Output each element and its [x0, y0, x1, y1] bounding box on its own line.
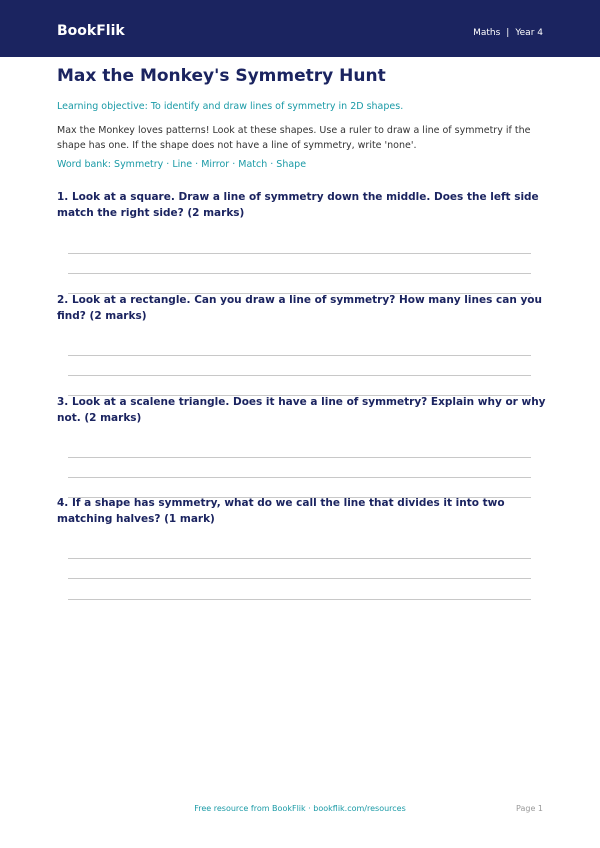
answer-line[interactable] — [68, 457, 531, 458]
year-label: Year 4 — [515, 28, 543, 38]
answer-line[interactable] — [68, 375, 531, 376]
footer-credit: Free resource from BookFlik · bookflik.com/resources — [194, 804, 406, 813]
answer-line[interactable] — [68, 558, 531, 559]
answer-line[interactable] — [68, 355, 531, 356]
question-4: 4. If a shape has symmetry, what do we call the line that divides it into two matching halves? (1 mark) — [57, 497, 505, 525]
intro-text: Max the Monkey loves patterns! Look at these shapes. Use a ruler to draw a line of symmetry if the shape has one. If the shape does not have a line of symmetry, write 'none'. — [57, 125, 531, 151]
learning-objective: Learning objective: To identify and draw lines of symmetry in 2D shapes. — [57, 101, 404, 112]
subject-year-label — [473, 27, 543, 39]
word-bank: Word bank: Symmetry · Line · Mirror · Match · Shape — [57, 159, 307, 170]
answer-line[interactable] — [68, 599, 531, 600]
page-number: Page 1 — [516, 804, 543, 813]
separator: | — [506, 28, 510, 38]
question-3: 3. Look at a scalene triangle. Does it have a line of symmetry? Explain why or why not. (2 marks) — [57, 396, 546, 424]
page-title: Max the Monkey's Symmetry Hunt — [57, 66, 386, 86]
header-bar — [0, 0, 600, 57]
answer-line[interactable] — [68, 273, 531, 274]
brand-logo: BookFlik — [57, 23, 125, 39]
answer-line[interactable] — [68, 477, 531, 478]
question-2: 2. Look at a rectangle. Can you draw a line of symmetry? How many lines can you find? (2 marks) — [57, 294, 542, 322]
subject-label: Maths — [473, 28, 501, 38]
answer-line[interactable] — [68, 578, 531, 579]
answer-line[interactable] — [68, 253, 531, 254]
question-1: 1. Look at a square. Draw a line of symmetry down the middle. Does the left side match the right side? (2 marks) — [57, 191, 539, 219]
